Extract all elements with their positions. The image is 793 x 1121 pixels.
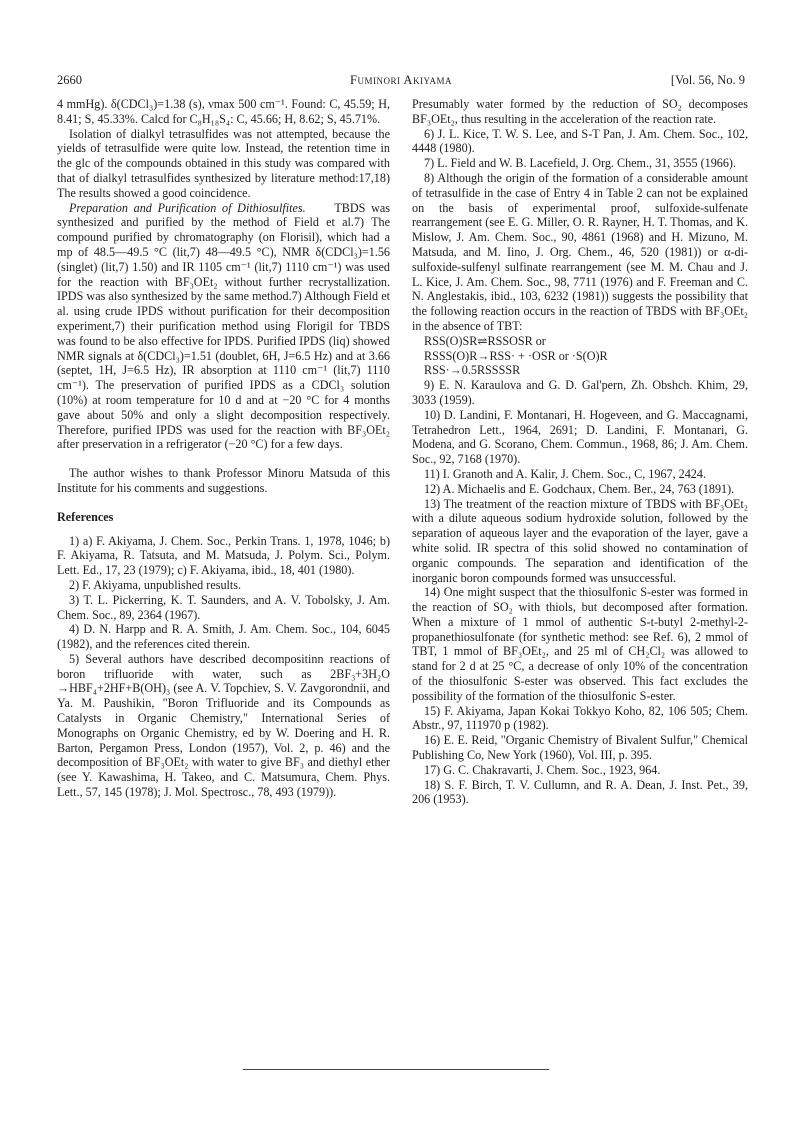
reaction-equation-2: RSSS(O)R→RSS· + ·OSR or ·S(O)R: [424, 348, 608, 363]
running-author: Fuminori Akiyama: [350, 73, 452, 87]
reference-17: 17) G. C. Chakravarti, J. Chem. Soc., 1923, 964.: [424, 762, 661, 777]
reference-9: 9) E. N. Karaulova and G. D. Gal'pern, Zh. Obshch. Khim, 29, 3033 (1959).: [412, 378, 748, 407]
volume-info: [Vol. 56, No. 9: [670, 73, 745, 87]
reaction-equation-3: RSS·→0.5RSSSSR: [424, 363, 521, 378]
reference-7: 7) L. Field and W. B. Lacefield, J. Org. Chem., 31, 3555 (1966).: [424, 156, 737, 171]
page-number: 2660: [57, 73, 82, 87]
reference-15: 15) F. Akiyama, Japan Kokai Tokkyo Koho, 82, 106 505; Chem. Abstr., 97, 111970 p (1982).: [412, 703, 748, 733]
reference-6: 6) J. L. Kice, T. W. S. Lee, and S-T Pan, J. Am. Chem. Soc., 102, 4448 (1980).: [412, 126, 748, 156]
reference-10: 10) D. Landini, F. Montanari, H. Hogeveen, and G. Maccagnami, Tetrahedron Lett., 1964, 2691; D. Landini, F. Montanari, G. Modena, and G. Scorano, Chem. Commun., 1968, 86; J. Am. Chem. Soc., 92, 7168 (1970).: [412, 407, 748, 467]
reference-5-continued: Presumably water formed by the reduction of SO₂ decomposes BF₃OEt₂, thus resulting in the acceleration of the reaction rate.: [412, 97, 748, 126]
reference-11: 11) I. Granoth and A. Kalir, J. Chem. Soc., C, 1967, 2424.: [424, 466, 706, 481]
reference-16: 16) E. E. Reid, "Organic Chemistry of Bivalent Sulfur," Chemical Publishing Co, New York (1960), Vol. III, p. 395.: [412, 733, 748, 763]
reaction-equation-1: RSS(O)SR⇌RSSOSR or: [424, 333, 546, 348]
reference-3: 3) T. L. Pickerring, K. T. Saunders, and A. V. Tobolsky, J. Am. Chem. Soc., 89, 2364 (1967).: [57, 592, 390, 622]
analysis-paragraph: 4 mmHg). δ(CDCl₃)=1.38 (s), νmax 500 cm⁻¹. Found: C, 45.59; H, 8.41; S, 45.33%. Calcd for C₈H₁₈S₄: C, 45.66; H, 8.62; S, 45.71%.: [57, 97, 390, 126]
reference-14: 14) One might suspect that the thiosulfonic S-ester was formed in the reaction of SO₂ with thiols, but decomposed after formation. When a mixture of 1 mmol of authentic S-t-butyl 2-methyl-2-propanethiosulfonate (for synthetic method: see Ref. 6), 2 mmol of TBT, 1 mmol of BF₃OEt₂, and 25 ml of CH₂Cl₂ was allowed to stand for 2 d at 25 °C, a decrease of only 10% of the concentration of the thiosulfonic S-ester was observed. This fact excludes the possibility of the formation of the thiosulfonic S-ester.: [412, 585, 748, 703]
end-rule: [243, 1069, 549, 1070]
reference-4: 4) D. N. Harpp and R. A. Smith, J. Am. Chem. Soc., 104, 6045 (1982), and the references cited therein.: [57, 622, 390, 652]
reference-18: 18) S. F. Birch, T. V. Cullumn, and R. A. Dean, J. Inst. Pet., 39, 206 (1953).: [412, 777, 748, 807]
dithiosulfite-body: TBDS was synthesized and purified by the method of Field et al.7) The compound purified by chromatography (on Florisil), which had a mp of 48.5—49.5 °C (lit,7) 48—49.5 °C), NMR δ(CDCl₃)=1.56 (singlet) (lit,7) 1.50) and IR 1105 cm⁻¹ (lit,7) 1110 cm⁻¹) was used for the reaction with BF₃OEt₂ without further recrystallization. IPDS was also synthesized by the same method.7) Although Field et al. using crude IPDS without purification for their decomposition experiment,7) their purification method using Florigil for TBDS was found to be also effective for IPDS. Purified IPDS (liq) showed NMR signals at δ(CDCl₃)=1.51 (doublet, 6H, J=6.5 Hz) and at 3.66 (septet, 1H, J=6.5 Hz), IR absorption at 1110 cm⁻¹ (lit,7) 1110 cm⁻¹). The preservation of purified IPDS as a CDCl₃ solution (10%) at room temperature for 10 d and at −20 °C for 4 months gave about 50% and only a slight decomposition respectively. Therefore, purified IPDS was used for the reaction with BF₃OEt₂ after preservation in a refrigerator (−20 °C) for a few days.: [57, 200, 390, 452]
acknowledgement: The author wishes to thank Professor Minoru Matsuda of this Institute for his comments and suggestions.: [57, 466, 390, 495]
section-heading: Preparation and Purification of Dithiosulfites.: [69, 200, 306, 215]
left-column: [57, 97, 390, 800]
references-heading: References: [57, 509, 114, 524]
reference-13: 13) The treatment of the reaction mixture of TBDS with BF₃OEt₂ with a dilute aqueous sodium hydroxide solution, followed by the separation of aqueous layer and the evaporation of the layer, gave a white solid. IR spectra of this solid showed no contamination of organic compounds. The separation and identification of the inorganic boron compounds formed was unsuccessful.: [412, 496, 748, 585]
reference-8: 8) Although the origin of the formation of a considerable amount of tetrasulfide in the case of Entry 4 in Table 2 can not be explained on the basis of experimental proof, sulfoxide-sulfenate rearrangement (see E. G. Miller, O. R. Rayner, H. T. Thomas, and K. Mislow, J. Am. Chem. Soc., 90, 4861 (1968) and H. Mizuno, M. Matsuda, and M. Iino, J. Org. Chem., 46, 520 (1981)) or α-di-sulfoxide-sulfenyl sulfinate rearrangement (see M. M. Chau and J. L. Kice, J. Am. Chem. Soc., 98, 7711 (1976) and F. Freeman and C. N. Anglestakis, ibid., 103, 6232 (1981)) suggests the possibility that the following reaction occurs in the reaction of TBDS with BF₃OEt₂ in the absence of TBT:: [412, 170, 748, 333]
tetrasulfide-paragraph: Isolation of dialkyl tetrasulfides was not attempted, because the yields of tetrasulfide were quite low. Instead, the retention time in the glc of the compounds obtained in this study was compared with that of dialkyl tetrasulfides synthesized by literature method:17,18) The results showed a good coincidence.: [57, 126, 390, 200]
running-header: [57, 73, 745, 91]
right-column: [412, 97, 748, 807]
reference-2: 2) F. Akiyama, unpublished results.: [69, 577, 242, 592]
reference-12: 12) A. Michaelis and E. Godchaux, Chem. Ber., 24, 763 (1891).: [424, 481, 735, 496]
reference-5: 5) Several authors have described decompositinn reactions of boron trifluoride with water, such as 2BF₃+3H₂O →HBF₄+2HF+B(OH)₃ (see A. V. Topchiev, S. V. Zavgorondnii, and Ya. M. Paushikin, "Boron Trifluoride and its Compounds as Catalysts in Organic Chemistry," International Series of Monographs on Organic Chemistry, ed by W. Doering and H. R. Barton, Pergamon Press, London (1957), Vol. 2, p. 46) and the decomposition of BF₃OEt₂ with water to give BF₃ and diethyl ether (see Y. Kawashima, H. Takeo, and C. Matsumura, Chem. Phys. Lett., 57, 145 (1978); J. Mol. Spectrosc., 78, 493 (1979)).: [57, 651, 390, 800]
dithiosulfite-paragraph: [57, 201, 390, 453]
reference-1: 1) a) F. Akiyama, J. Chem. Soc., Perkin Trans. 1, 1978, 1046; b) F. Akiyama, R. Tatsuta, and M. Matsuda, J. Polym. Sci., Polym. Lett. Ed., 17, 23 (1979); c) F. Akiyama, ibid., 18, 401 (1980).: [57, 533, 390, 578]
